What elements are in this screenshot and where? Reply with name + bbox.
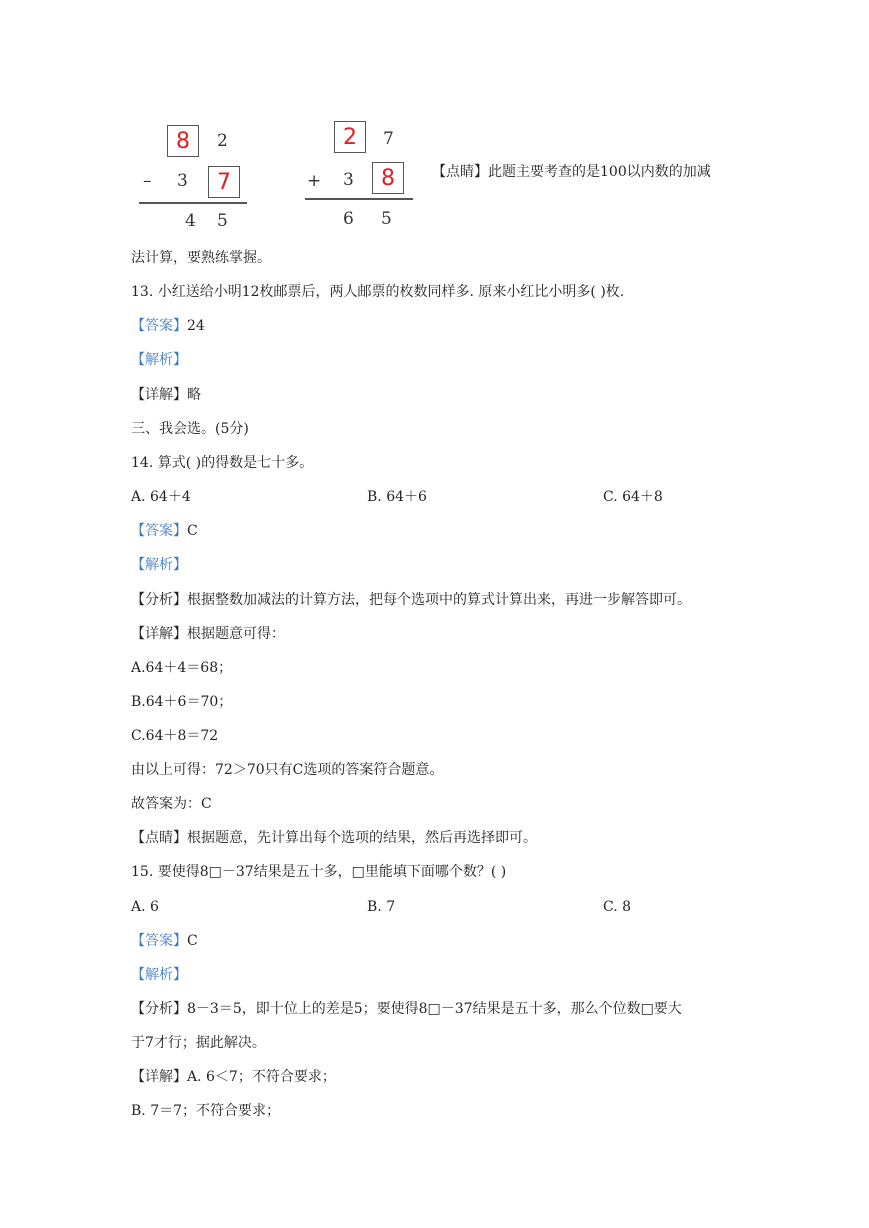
calc-figure-addition <box>301 118 421 233</box>
answer-14: 【答案】C <box>131 523 198 539</box>
calc1-top-box: 8 <box>167 125 199 157</box>
calc1-mid-box: 7 <box>208 166 240 198</box>
analysis-14: 【解析】 <box>131 557 187 573</box>
detail-14: 【详解】根据题意可得： <box>131 626 285 642</box>
answer-13: 【答案】24 <box>131 318 205 334</box>
calc1-result-ones: 5 <box>217 211 228 231</box>
analysis-15: 【解析】 <box>131 967 187 983</box>
q14-option-a: A. 64＋4 <box>131 489 191 505</box>
calc1-sign: – <box>143 171 152 191</box>
calc2-mid-box: 8 <box>372 162 404 194</box>
q15-option-b: B. 7 <box>367 899 396 915</box>
calc2-rule <box>305 198 413 200</box>
detail-15-b: B. 7＝7；不符合要求； <box>131 1103 281 1119</box>
detail-15: 【详解】A. 6＜7；不符合要求； <box>131 1069 336 1085</box>
fenxi-15: 【分析】8－3＝5，即十位上的差是5；要使得8□－37结果是五十多，那么个位数□要大 <box>131 1001 682 1017</box>
q14-option-b: B. 64＋6 <box>367 489 427 505</box>
q14-option-c: C. 64＋8 <box>603 489 663 505</box>
answer-15: 【答案】C <box>131 933 198 949</box>
calc-b: B.64＋6＝70； <box>131 694 233 710</box>
question-13: 13. 小红送给小明12枚邮票后，两人邮票的枚数同样多. 原来小红比小明多( )枚. <box>131 284 625 300</box>
fenxi-15-cont: 于7才行；据此解决。 <box>131 1035 266 1051</box>
question-15: 15. 要使得8□－37结果是五十多，□里能填下面哪个数？( ) <box>131 864 507 880</box>
conclusion-14: 由以上可得：72＞70只有C选项的答案符合题意。 <box>131 762 444 778</box>
calc2-top-box: 2 <box>334 121 366 153</box>
calc1-mid-digit: 3 <box>177 171 188 191</box>
calc-a: A.64＋4＝68； <box>131 660 233 676</box>
calc2-result-tens: 6 <box>343 209 354 229</box>
q15-option-c: C. 8 <box>603 899 632 915</box>
text-line: 法计算，要熟练掌握。 <box>131 250 271 266</box>
dianjing-14: 【点睛】根据题意，先计算出每个选项的结果，然后再选择即可。 <box>131 830 537 846</box>
question-14: 14. 算式( )的得数是七十多。 <box>131 455 314 471</box>
calc2-result-ones: 5 <box>381 209 392 229</box>
analysis-13: 【解析】 <box>131 352 187 368</box>
calc-c: C.64＋8＝72 <box>131 728 219 744</box>
section-heading: 三、我会选。(5分) <box>131 421 249 437</box>
dianjing-line-1: 【点睛】此题主要考查的是100以内数的加减 <box>432 164 711 180</box>
calc1-result-tens: 4 <box>185 211 196 231</box>
q15-option-a: A. 6 <box>131 899 159 915</box>
detail-13: 【详解】略 <box>131 387 201 403</box>
calc1-rule <box>139 202 247 204</box>
calc2-top-digit: 7 <box>383 129 394 149</box>
calc-figure-subtraction <box>131 118 251 233</box>
final-answer-14: 故答案为：C <box>131 796 212 812</box>
calc2-mid-digit: 3 <box>343 170 354 190</box>
fenxi-14: 【分析】根据整数加减法的计算方法，把每个选项中的算式计算出来，再进一步解答即可。 <box>131 592 691 608</box>
calc2-sign: + <box>307 171 322 191</box>
calc1-top-digit: 2 <box>217 131 228 151</box>
